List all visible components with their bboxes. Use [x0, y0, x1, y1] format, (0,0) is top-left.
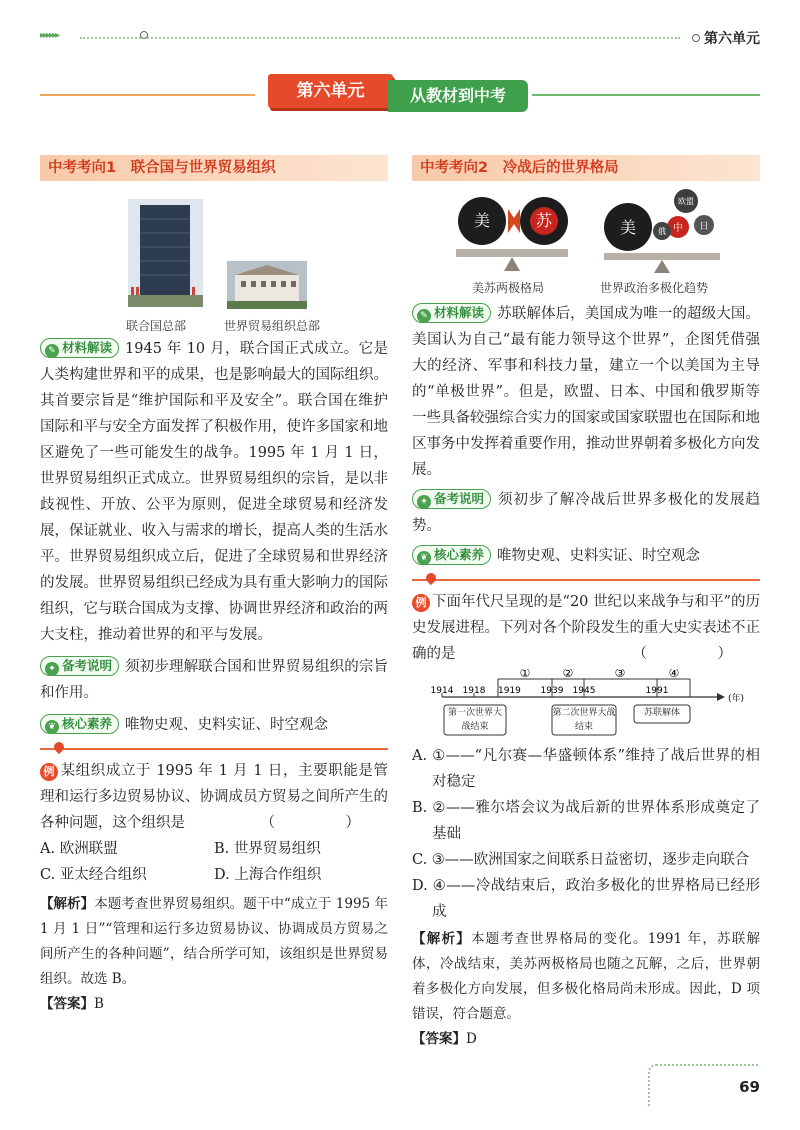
year-1918: 1918 [462, 686, 486, 696]
material-paragraph-1: ✎ 材料解读 1945 年 10 月，联合国正式成立。它是人类构建世界和平的成果，也是影响最大的国际组织。其首要宗旨是“维护国际和平及安全”。联合国在维护国际和平与安全方面发挥了积极作用，使许多国家和地区避免了一些可能发生的战争。1995 年 1 月 1 日，世界贸易组织正式成立。世界贸易组织的宗旨，是以非歧视性、开放、公平为原则，促进全球贸易和经济发展，保证就业、收入与需求的增长，提高人类的生活水平。世界贸易组织成立后，促进了全球贸易和世界经济的发展。世界贸易组织已经成为具有重大影响力的国际组织，它与联合国成为支撑、协调世界经济和政治的两大支柱，推动着世界的和平与发展。 [40, 340, 388, 643]
option-c-2: C. ③——欧洲国家之间联系日益密切，逐步走向联合 [412, 852, 750, 868]
answer-bracket-2: （ ） [632, 646, 760, 662]
multipolar-illustration [602, 187, 722, 275]
analysis-2: 【解析】本题考查世界格局的变化。1991 年，苏联解体，冷战结束，美苏两极格局也随之瓦解，之后，世界朝着多极化方向发展，但多极化格局尚未形成。因此，D 项错误，符合题意。 [412, 931, 761, 1022]
year-1939: 1939 [540, 686, 564, 696]
banner-line-left [40, 94, 255, 96]
ball-usa-label-2: 美 [619, 218, 637, 237]
option-c: C. 亚太经合组织 [40, 867, 147, 883]
banner-subtitle: 从教材到中考 [388, 80, 528, 112]
timeline-box-ww2: 第二次世界大战结束 [552, 708, 616, 732]
analysis-1: 【解析】本题考查世界贸易组织。题干中“成立于 1995 年 1 月 1 日”“管理和运行多边贸易协议、协调成员方贸易之间所产生的各种问题”，结合所学可知，该组织是世界贸易组织。故选 B。 [40, 896, 389, 987]
dotted-rule [80, 37, 680, 39]
option-d: D. 上海合作组织 [214, 867, 322, 883]
prep-tag-2: ✦ 备考说明 [412, 489, 491, 509]
period-1: ① [519, 669, 531, 680]
pin-icon [52, 740, 66, 754]
top-bar [40, 28, 760, 48]
ball-usa-label: 美 [473, 211, 491, 230]
core-tag: ❦ 核心素养 [40, 714, 119, 734]
lightbulb-icon: ✦ [45, 662, 59, 676]
material-tag: ✎ 材料解读 [40, 338, 119, 358]
banner-line-right [532, 94, 760, 96]
bipolar-illustration [452, 193, 572, 273]
options-row-2 [40, 862, 388, 888]
photo-caption-wto: 世界贸易组织总部 [224, 319, 321, 333]
example-badge: 例 [40, 763, 58, 781]
right-column [412, 155, 760, 1052]
wto-headquarters-photo [227, 261, 307, 309]
leaf-icon: ❦ [45, 720, 59, 734]
answer-2: 【答案】D [412, 1031, 477, 1047]
illus-caption-bipolar: 美苏两极格局 [472, 281, 545, 295]
ball-japan-label: 日 [699, 222, 709, 232]
illus-caption-multipolar: 世界政治多极化趋势 [600, 281, 709, 295]
year-1919: 1919 [498, 686, 521, 696]
example-question-2: 例 下面年代尺呈现的是“20 世纪以来战争与和平”的历史发展进程。下列对各个阶段发生的重大史实表述不正确的是 （ ） [412, 589, 760, 667]
example-question-1: 例 某组织成立于 1995 年 1 月 1 日，主要职能是管理和运行多边贸易协议、协调成员方贸易之间所产生的各种问题，这个组织是 （ ） [40, 758, 388, 836]
unit-banner [40, 74, 760, 114]
pencil-icon: ✎ [417, 309, 431, 323]
answer-1: 【答案】B [40, 996, 104, 1012]
pin-icon [424, 571, 438, 585]
prep-tag: ✦ 备考说明 [40, 656, 119, 676]
material-tag-2: ✎ 材料解读 [412, 303, 491, 323]
illustration-area [412, 181, 760, 301]
option-b: B. 世界贸易组织 [214, 841, 321, 857]
example-divider [40, 742, 388, 754]
core-literacy-2: ❦ 核心素养 唯物史观、史料实证、时空观念 [412, 543, 760, 569]
photo-caption-un: 联合国总部 [126, 319, 187, 333]
option-a-2: A. ①——“凡尔赛—华盛顿体系”维持了战后世界的相对稳定 [412, 748, 760, 790]
period-2: ② [562, 669, 574, 680]
year-1945: 1945 [572, 686, 596, 696]
example-divider-2 [412, 573, 760, 585]
ball-eu-label: 欧盟 [678, 197, 694, 206]
option-a: A. 欧洲联盟 [40, 841, 118, 857]
arrow-decoration-icon: ▸▸▸▸▸▸ [40, 30, 59, 41]
circle-marker-icon [140, 31, 148, 39]
left-column [40, 155, 388, 1017]
answer-bracket: （ ） [260, 815, 388, 831]
option-d-2: D. ④——冷战结束后，政治多极化的世界格局已经形成 [412, 878, 760, 920]
leaf-icon: ❦ [417, 551, 431, 565]
prep-note-1: ✦ 备考说明 须初步理解联合国和世界贸易组织的宗旨和作用。 [40, 658, 388, 701]
year-unit: (年) [728, 694, 745, 704]
material-paragraph-2: ✎ 材料解读 苏联解体后，美国成为唯一的超级大国。美国认为自己“最有能力领导这个世界”，企图凭借强大的经济、军事和科技力量，建立一个以美国为主导的“单极世界”。但是，欧盟、日本、中国和俄罗斯等一些具备较强综合实力的国家或国家联盟也在国际和地区事务中发挥着重要作用，推动世界朝着多极化方向发展。 [412, 305, 760, 478]
year-1914: 1914 [430, 686, 454, 696]
ball-china-label: 中 [673, 223, 683, 234]
unit-label: 第六单元 [704, 28, 760, 48]
core-tag-2: ❦ 核心素养 [412, 545, 491, 565]
options-row-1 [40, 836, 388, 862]
ball-ussr-label: 苏 [535, 211, 553, 230]
year-1991: 1991 [645, 686, 669, 696]
period-4: ④ [668, 669, 680, 680]
timeline-box-ussr: 苏联解体 [643, 708, 680, 718]
section-title-1: 中考考向1 联合国与世界贸易组织 [40, 155, 388, 181]
timeline-box-ww1: 第一次世界大战结束 [447, 708, 502, 732]
lightbulb-icon: ✦ [417, 495, 431, 509]
option-b-2: B. ②——雅尔塔会议为战后新的世界体系形成奠定了基础 [412, 800, 760, 842]
banner-unit: 第六单元 [268, 74, 393, 108]
un-headquarters-photo [128, 199, 203, 307]
page-number: 69 [739, 1078, 760, 1096]
timeline [412, 669, 760, 741]
prep-note-2: ✦ 备考说明 须初步了解冷战后世界多极化的发展趋势。 [412, 491, 760, 534]
example-badge-2: 例 [412, 594, 430, 612]
period-3: ③ [614, 669, 626, 680]
section-title-2: 中考考向2 冷战后的世界格局 [412, 155, 760, 181]
photo-area [40, 181, 388, 336]
core-literacy-1: ❦ 核心素养 唯物史观、史料实证、时空观念 [40, 712, 388, 738]
ball-russia-label: 俄 [658, 227, 666, 236]
pencil-icon: ✎ [45, 344, 59, 358]
